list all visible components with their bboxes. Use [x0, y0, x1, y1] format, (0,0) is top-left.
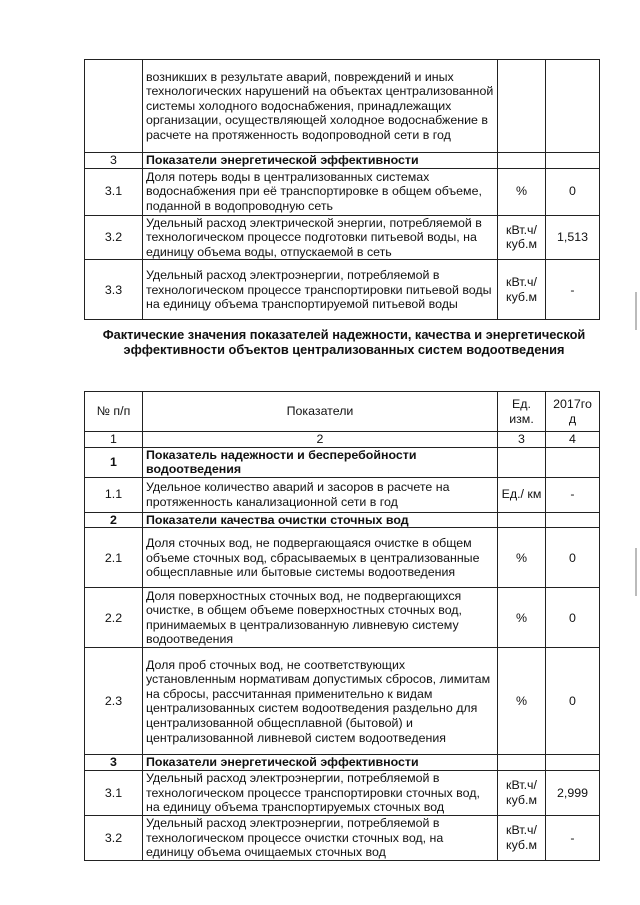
- table-row: [85, 477, 600, 512]
- row-number: 2.2: [85, 588, 143, 648]
- indicator-text: Доля сточных вод, не подвергающаяся очистке в общем объеме сточных вод, сбрасываемых в централизованные общесплавные или бытовые системы водоотведения: [143, 528, 498, 588]
- table-row: [85, 528, 600, 588]
- table-row: [85, 260, 600, 320]
- table-row: [85, 770, 600, 815]
- value-cell: -: [546, 815, 600, 860]
- unit-cell: %: [498, 588, 546, 648]
- table-row: [85, 648, 600, 755]
- row-number: 3.2: [85, 215, 143, 260]
- indicator-text: Удельный расход электроэнергии, потребляемой в технологическом процессе очистки сточных вод, на единицу объема очищаемых сточных вод: [143, 815, 498, 860]
- value-cell: [546, 60, 600, 153]
- value-cell: 0: [546, 168, 600, 215]
- column-index-row: [85, 432, 600, 448]
- indicator-text: Доля потерь воды в централизованных системах водоснабжения при её транспортировке в общем объеме, поданной в водопроводную сеть: [143, 168, 498, 215]
- value-cell: 0: [546, 648, 600, 755]
- row-number: 3.2: [85, 815, 143, 860]
- wastewater-indicators-table: [84, 391, 600, 861]
- section-row: [85, 512, 600, 528]
- unit-cell: %: [498, 648, 546, 755]
- section-heading: Показатели качества очистки сточных вод: [143, 512, 498, 528]
- row-number: 3: [85, 755, 143, 771]
- section-heading: Показатели энергетической эффективности: [143, 153, 498, 169]
- unit-cell: %: [498, 168, 546, 215]
- header-number: № п/п: [85, 392, 143, 432]
- section-title: Фактические значения показателей надежности, качества и энергетической эффективности объектов централизованных систем водоотведения: [102, 327, 586, 357]
- row-number: [85, 60, 143, 153]
- value-cell: [546, 447, 600, 477]
- unit-cell: [498, 755, 546, 771]
- indicator-text: Удельный расход электрической энергии, потребляемой в технологическом процессе подготовки питьевой воды, на единицу объема воды, отпускаемой в сеть: [143, 215, 498, 260]
- unit-cell: кВт.ч/ куб.м: [498, 215, 546, 260]
- unit-cell: %: [498, 528, 546, 588]
- indicator-text: Удельное количество аварий и засоров в расчете на протяженность канализационной сети в год: [143, 477, 498, 512]
- column-index: 3: [498, 432, 546, 448]
- table-row: [85, 168, 600, 215]
- table-row: [85, 815, 600, 860]
- column-index: 2: [143, 432, 498, 448]
- table-row: [85, 588, 600, 648]
- table-row: [85, 215, 600, 260]
- value-cell: -: [546, 477, 600, 512]
- value-cell: -: [546, 260, 600, 320]
- header-row: [85, 392, 600, 432]
- unit-cell: кВт.ч/ куб.м: [498, 770, 546, 815]
- unit-cell: [498, 60, 546, 153]
- water-supply-indicators-table: [84, 59, 600, 320]
- row-number: 2.3: [85, 648, 143, 755]
- value-cell: 2,999: [546, 770, 600, 815]
- scan-edge-mark: [635, 548, 637, 596]
- scan-edge-mark: [635, 292, 637, 330]
- value-cell: 0: [546, 588, 600, 648]
- column-index: 4: [546, 432, 600, 448]
- indicator-text: Удельный расход электроэнергии, потребляемой в технологическом процессе транспортировки сточных вод, на единицу объема транспортируемых сточных вод: [143, 770, 498, 815]
- value-cell: [546, 512, 600, 528]
- table-row: [85, 60, 600, 153]
- row-number: 1.1: [85, 477, 143, 512]
- unit-cell: кВт.ч/ куб.м: [498, 815, 546, 860]
- section-row: [85, 447, 600, 477]
- section-heading: Показатели энергетической эффективности: [143, 755, 498, 771]
- value-cell: [546, 755, 600, 771]
- row-number: 2: [85, 512, 143, 528]
- indicator-text: Доля проб сточных вод, не соответствующих установленным нормативам допустимых сбросов, лимитам на сбросы, рассчитанная применительно к видам централизованных систем водоотведения раздельно для централизованной общесплавной (бытовой) и централизованной ливневой систем водоотведения: [143, 648, 498, 755]
- indicator-text: Доля поверхностных сточных вод, не подвергающихся очистке, в общем объеме поверхностных сточных вод, принимаемых в централизованную ливневую систему водоотведения: [143, 588, 498, 648]
- row-number: 3.3: [85, 260, 143, 320]
- indicator-text: возникших в результате аварий, повреждений и иных технологических нарушений на объектах централизованной системы холодного водоснабжения, принадлежащих организации, осуществляющей холодное водоснабжение в расчете на протяженность водопроводной сети в год: [143, 60, 498, 153]
- row-number: 3.1: [85, 168, 143, 215]
- unit-cell: [498, 512, 546, 528]
- unit-cell: [498, 153, 546, 169]
- unit-cell: Ед./ км: [498, 477, 546, 512]
- column-index: 1: [85, 432, 143, 448]
- row-number: 1: [85, 447, 143, 477]
- row-number: 2.1: [85, 528, 143, 588]
- value-cell: [546, 153, 600, 169]
- row-number: 3.1: [85, 770, 143, 815]
- header-year: 2017го д: [546, 392, 600, 432]
- header-indicators: Показатели: [143, 392, 498, 432]
- indicator-text: Удельный расход электроэнергии, потребляемой в технологическом процессе транспортировки питьевой воды на единицу объема транспортируемой питьевой воды: [143, 260, 498, 320]
- unit-cell: кВт.ч/ куб.м: [498, 260, 546, 320]
- row-number: 3: [85, 153, 143, 169]
- unit-cell: [498, 447, 546, 477]
- header-unit: Ед. изм.: [498, 392, 546, 432]
- section-row: [85, 153, 600, 169]
- value-cell: 0: [546, 528, 600, 588]
- section-heading: Показатель надежности и бесперебойности водоотведения: [143, 447, 498, 477]
- value-cell: 1,513: [546, 215, 600, 260]
- section-row: [85, 755, 600, 771]
